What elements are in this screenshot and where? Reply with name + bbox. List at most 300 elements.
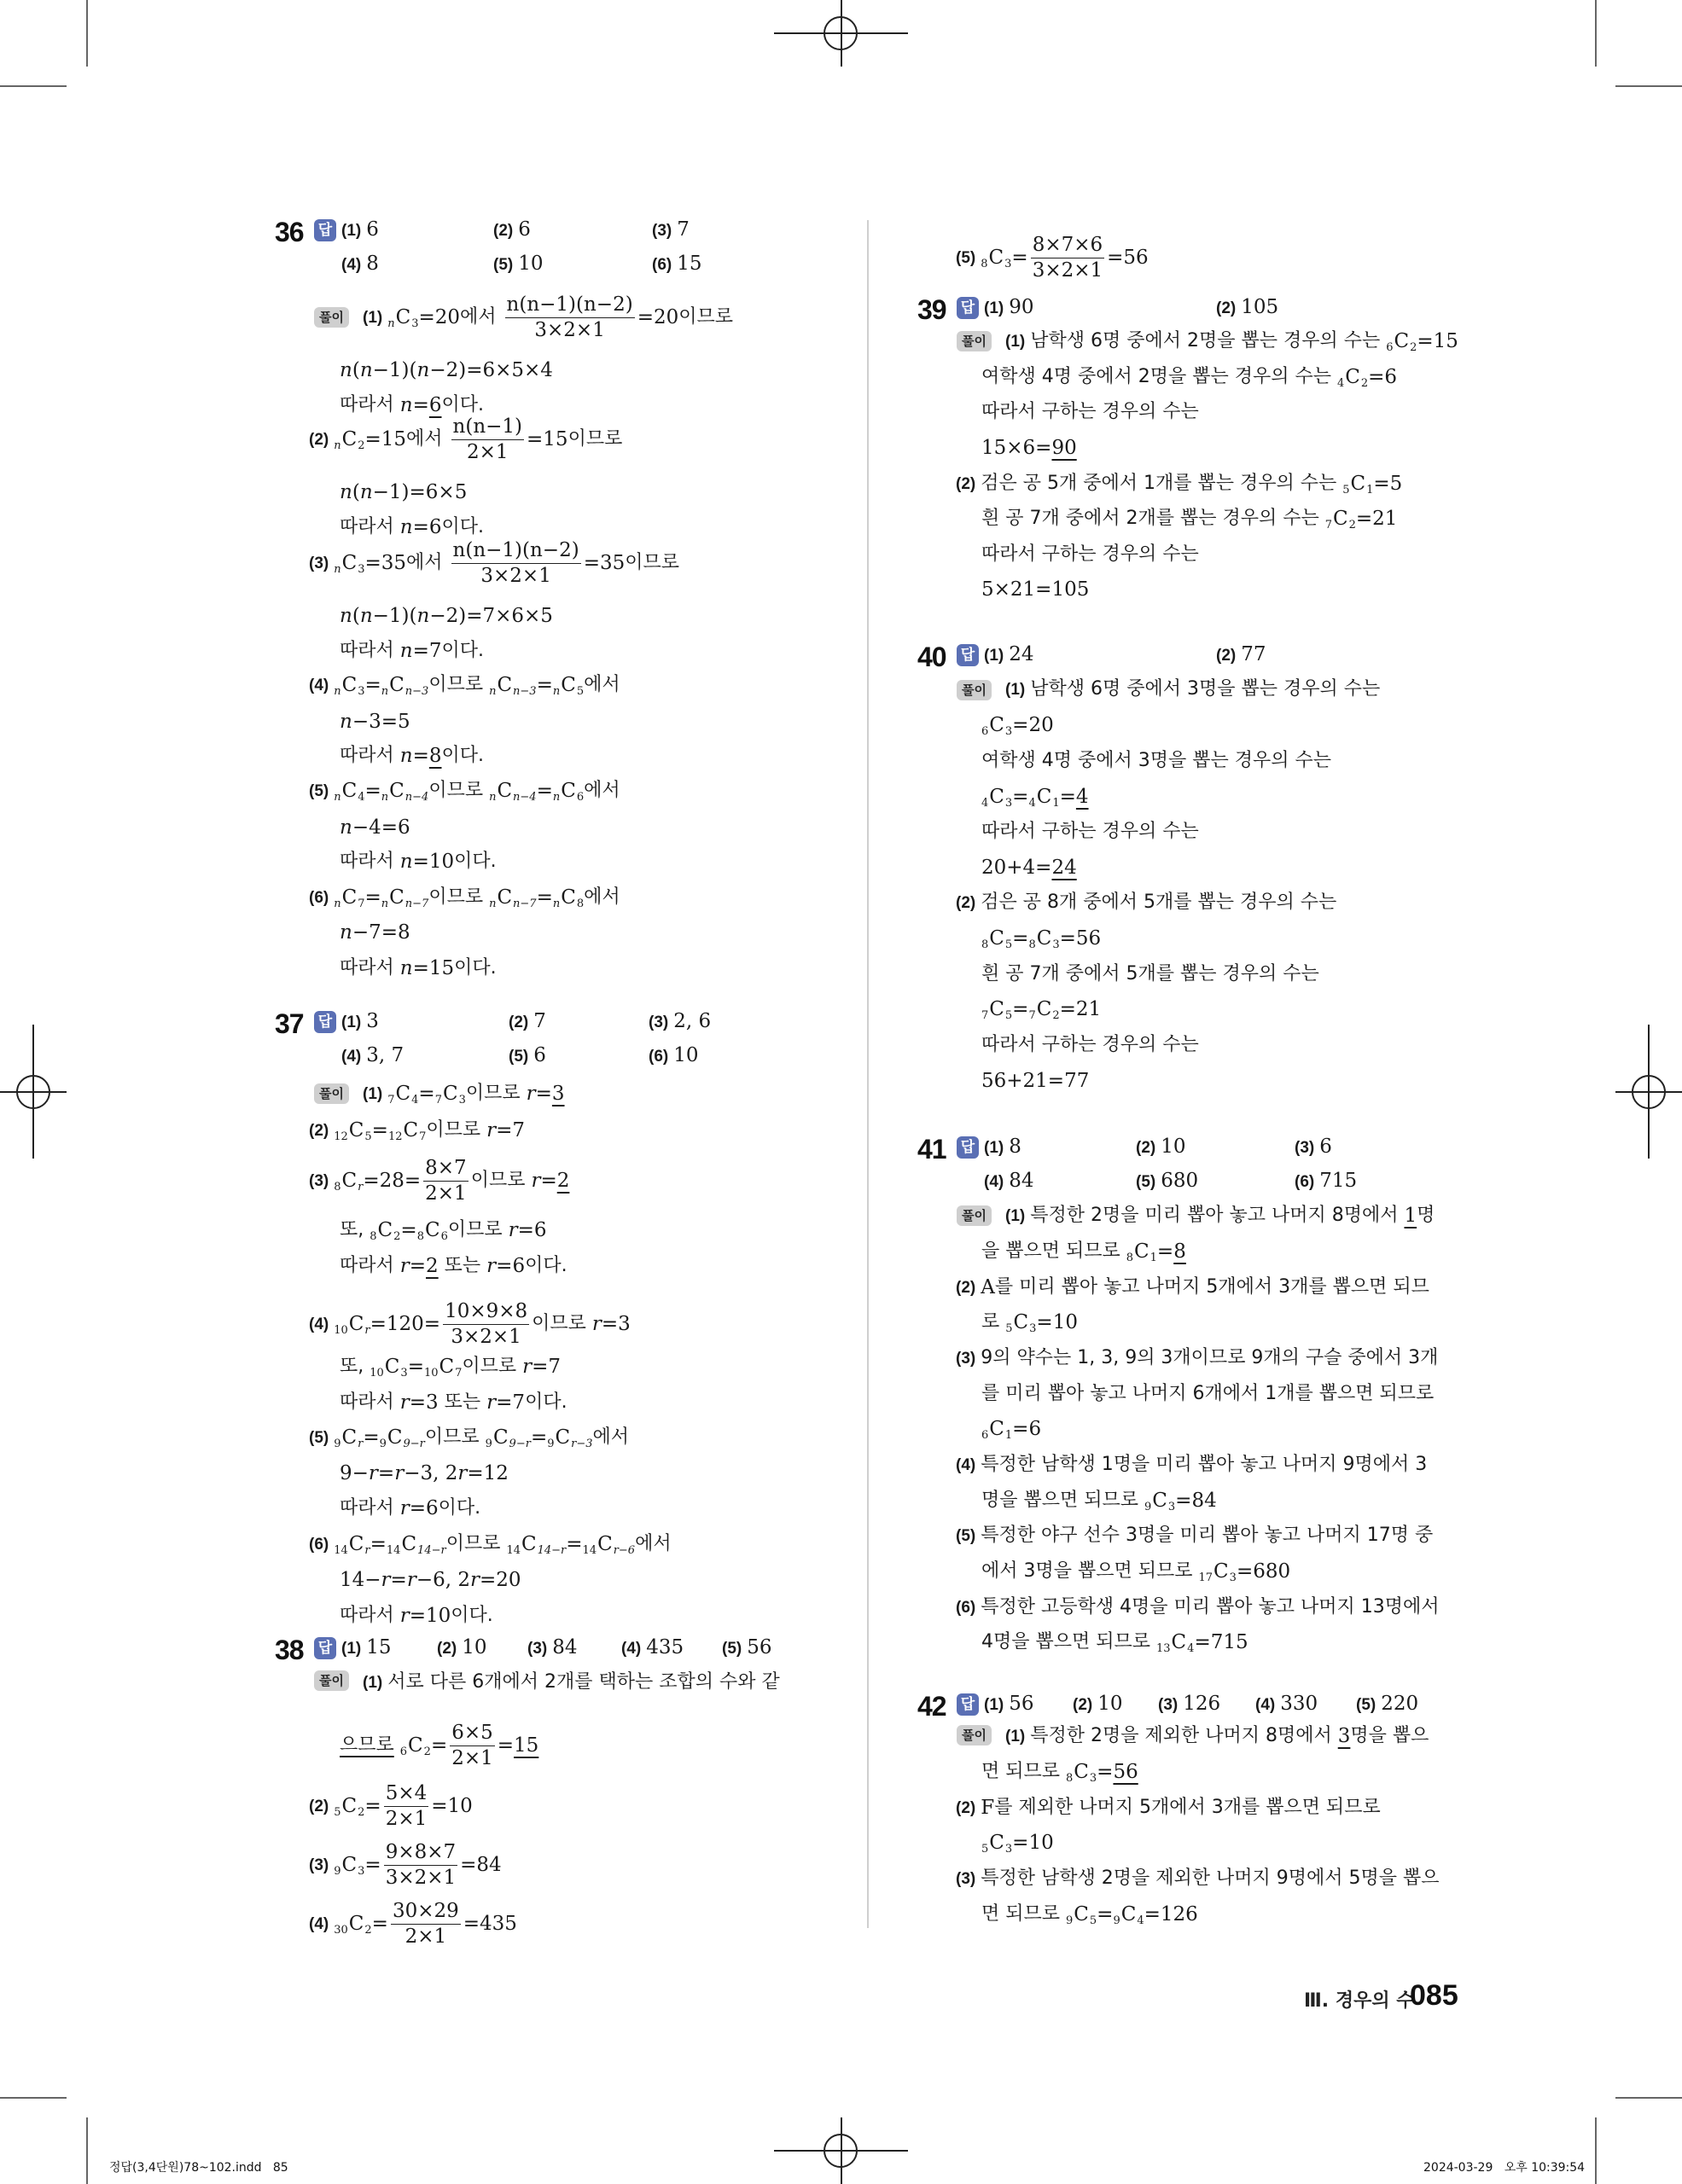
math-variable: n [340, 710, 352, 733]
math-text: C [1134, 1240, 1149, 1263]
subscript: 3 [1004, 257, 1012, 270]
answer-item [1158, 1694, 1220, 1714]
math-variable: r [381, 1568, 391, 1591]
answer-item [341, 1638, 392, 1658]
sub-item-label: (2) [309, 430, 329, 449]
prescript: 12 [334, 1130, 348, 1143]
subscript: 7 [358, 897, 365, 910]
korean-text: 9의 약수는 1, 3, 9의 3개이므로 9개의 구슬 중에서 3개 [981, 1347, 1439, 1368]
answer-item [984, 1171, 1034, 1191]
math-variable: n [359, 604, 373, 627]
prescript: 14 [386, 1543, 401, 1557]
korean-text: 에서 [406, 428, 449, 450]
math-text: = [1059, 785, 1076, 808]
prescript: 8 [1028, 938, 1036, 951]
fraction-numerator: 8×7 [423, 1158, 469, 1181]
math-text: = [497, 1734, 515, 1757]
subscript: r−3 [571, 1437, 593, 1450]
subscript: 3 [1004, 724, 1013, 738]
korean-text: 이므로 [470, 1170, 532, 1191]
korean-text: 특정한 남학생 2명을 제외한 나머지 9명에서 5명을 뽑으 [981, 1867, 1440, 1889]
subscript: 5 [1004, 938, 1013, 951]
solution-line [981, 1554, 1290, 1589]
subscript: 7 [419, 1130, 427, 1143]
answer-item [1073, 1694, 1123, 1714]
fraction-numerator: 9×8×7 [384, 1842, 457, 1865]
math-text: C [492, 1426, 509, 1449]
answer-label: (1) [984, 647, 1004, 665]
answer-label: (5) [493, 256, 514, 274]
prescript: n [552, 897, 561, 910]
subscript: 3 [358, 684, 365, 698]
subscript: 2 [358, 1805, 365, 1819]
korean-text: 여학생 4명 중에서 2명을 뽑는 경우의 수는 [981, 366, 1337, 387]
math-variable: r [399, 1391, 410, 1414]
answer-item [984, 1694, 1034, 1714]
solution-line [956, 1448, 1427, 1482]
answer-item [341, 254, 379, 274]
math-text: C [561, 779, 576, 802]
korean-text: 남학생 6명 중에서 3명을 뽑는 경우의 수는 [1030, 678, 1381, 700]
subscript: 3 [1229, 1571, 1237, 1584]
korean-text: 따라서 [340, 640, 400, 661]
file-slug: 정답(3,4단원)78~102.indd 85 [109, 2161, 288, 2175]
math-text: C [1152, 1489, 1167, 1512]
korean-text: 이므로 [532, 1313, 592, 1334]
korean-text: 이다. [438, 1497, 481, 1519]
korean-text: 이므로 [678, 306, 734, 328]
solution-line [340, 845, 497, 879]
solution-line [981, 708, 1054, 742]
problem-number: 38 [275, 1635, 304, 1665]
solution-badge: 풀이 [957, 680, 992, 700]
math-text: C [387, 1426, 403, 1449]
answer-value: 56 [1009, 1693, 1034, 1715]
korean-text: 를 미리 뽑아 놓고 나머지 6개에서 1개를 뽑으면 되므로 [981, 1383, 1435, 1404]
crop-mark-top-right-v [1595, 0, 1597, 67]
problem-number: 39 [917, 294, 946, 325]
subscript: 5 [364, 1130, 372, 1143]
sub-item-label: (4) [309, 1315, 329, 1333]
page-number: 085 [1410, 1979, 1458, 2012]
math-text: =35 [364, 551, 407, 574]
problem-number: 42 [917, 1691, 946, 1722]
math-text: A [981, 1275, 995, 1298]
answer-value: 6 [533, 1044, 546, 1066]
prescript: n [381, 897, 389, 910]
sub-item-label: (6) [309, 1535, 329, 1554]
subscript: 3 [458, 1093, 466, 1107]
math-text: =6 [517, 1218, 547, 1241]
answer-badge: 답 [314, 1637, 336, 1659]
subscript: 1 [1149, 1251, 1157, 1264]
solution-line [309, 1113, 525, 1147]
math-text: =84 [460, 1853, 502, 1876]
solution-line [981, 537, 1199, 572]
answer-value: 90 [1009, 296, 1034, 318]
solution-line [340, 1350, 561, 1384]
subscript: 1 [1052, 796, 1060, 810]
math-text: = [400, 1218, 417, 1241]
fraction-denominator: 3×2×1 [451, 1325, 521, 1348]
math-text: C [341, 1794, 358, 1817]
math-text: C [341, 673, 358, 696]
answer-label: (5) [509, 1048, 529, 1066]
korean-text: 에서 [635, 1533, 672, 1554]
solution-line [956, 886, 1336, 920]
math-text: C [497, 673, 513, 696]
korean-text: 서로 다른 6개에서 2개를 택하는 조합의 수와 같 [387, 1671, 780, 1693]
answer-value: 126 [1183, 1693, 1221, 1715]
solution-line [956, 1791, 1381, 1825]
korean-text: 특정한 야구 선수 3명을 미리 뽑아 놓고 나머지 17명 중 [981, 1525, 1434, 1546]
math-text: =126 [1144, 1902, 1198, 1926]
solution-line [340, 705, 410, 739]
answer-label: (2) [493, 222, 514, 240]
fraction [391, 1901, 461, 1946]
answer-label: (3) [649, 1014, 669, 1031]
answer-value: 77 [1241, 643, 1266, 665]
math-text: = [370, 1532, 387, 1555]
prescript: 7 [434, 1093, 442, 1107]
math-text: C [341, 551, 358, 574]
subscript: 3 [358, 562, 365, 576]
math-text: 20+4= [981, 856, 1052, 879]
answer-label: (6) [649, 1048, 669, 1066]
korean-text: 을 뽑으면 되므로 [981, 1240, 1126, 1262]
solution-line [981, 1826, 1054, 1860]
prescript: 6 [981, 724, 989, 738]
math-text: C [561, 673, 576, 696]
math-text: =21 [1059, 997, 1102, 1020]
answer-value: 15 [677, 253, 702, 275]
solution-line [956, 1341, 1438, 1375]
subscript: 1 [1004, 1428, 1013, 1442]
solution-line [981, 957, 1319, 991]
subscript: 3 [411, 317, 419, 330]
print-timestamp: 2024-03-29 오후 10:39:54 [1423, 2161, 1586, 2175]
subscript: 5 [576, 684, 585, 698]
solution-line [981, 502, 1397, 536]
crop-mark-top-left-h [0, 85, 67, 87]
answer-label: (1) [341, 1014, 362, 1031]
answer-value: 680 [1161, 1170, 1199, 1192]
math-text: C [384, 1355, 400, 1378]
math-text: C [439, 1355, 455, 1378]
prescript: 7 [1324, 518, 1333, 531]
math-variable: r [399, 1496, 410, 1519]
math-text: = [1097, 1902, 1114, 1926]
fraction [451, 416, 524, 462]
solution-badge: 풀이 [957, 1205, 992, 1226]
solution-line [981, 1064, 1089, 1098]
korean-text: 이다. [441, 640, 484, 661]
korean-text: 이므로 [447, 1219, 509, 1240]
answer-label: (2) [1073, 1696, 1093, 1714]
subscript: 4 [1187, 1641, 1195, 1655]
prescript: 7 [981, 1008, 989, 1022]
korean-text: 따라서 구하는 경우의 수는 [981, 821, 1199, 842]
math-text: −1)=6×5 [372, 480, 468, 503]
prescript: 8 [981, 938, 989, 951]
sub-item-label: (6) [309, 888, 329, 907]
math-text: = [364, 886, 381, 909]
math-text: = [1012, 997, 1029, 1020]
math-text: = [407, 1355, 424, 1378]
solution-line [309, 1152, 569, 1210]
fraction [505, 294, 635, 340]
answer-badge: 답 [314, 219, 336, 241]
answer-item [1295, 1171, 1357, 1191]
math-text: C [341, 1853, 358, 1876]
fraction-denominator: 2×1 [385, 1807, 428, 1830]
prescript: 10 [370, 1366, 384, 1380]
prescript: 9 [379, 1437, 387, 1450]
prescript: 10 [334, 1323, 348, 1337]
math-text: =120= [370, 1312, 441, 1335]
math-text: = [412, 744, 429, 767]
prescript: 6 [399, 1745, 408, 1758]
math-variable: r [486, 1118, 497, 1141]
korean-text: 따라서 [340, 745, 400, 766]
fraction-numerator: 30×29 [391, 1901, 461, 1924]
subscript: 14−r [537, 1543, 567, 1557]
math-variable: r [486, 1254, 497, 1277]
prescript: n [489, 897, 497, 910]
sub-item-label: (1) [1005, 332, 1026, 351]
fraction [443, 1301, 529, 1346]
fraction-denominator: 2×1 [451, 1746, 493, 1769]
math-text: C [561, 886, 576, 909]
solution-line [981, 1755, 1138, 1789]
underlined-text: 으므로 [340, 1734, 394, 1756]
solution-line [309, 1895, 517, 1953]
math-variable: r [591, 1312, 602, 1335]
subscript: n−3 [513, 684, 537, 698]
korean-text: 이다. [525, 1255, 567, 1276]
math-text: C [348, 1312, 364, 1335]
math-text: = [1012, 785, 1029, 808]
underlined-answer: 8 [1173, 1240, 1186, 1263]
solution-line [956, 1270, 1429, 1304]
math-text: C [555, 1426, 571, 1449]
math-text: C [341, 427, 358, 450]
solution-line [340, 599, 553, 633]
math-variable: r [522, 1355, 533, 1378]
answer-value: 6 [1319, 1136, 1332, 1158]
answer-label: (2) [1216, 647, 1237, 665]
answer-label: (5) [1136, 1173, 1156, 1191]
answer-value: 84 [552, 1636, 578, 1658]
answer-value: 6 [366, 218, 379, 241]
subscript: n−4 [404, 790, 429, 804]
sub-item-label: (5) [309, 1428, 329, 1447]
answer-item [652, 220, 690, 240]
answer-value: 7 [533, 1010, 546, 1032]
solution-line [340, 1599, 493, 1633]
underlined-answer: 3 [551, 1082, 565, 1105]
underlined-answer: 15 [514, 1734, 539, 1757]
underlined-answer: 6 [428, 393, 442, 416]
fraction [384, 1842, 457, 1887]
math-text: C [1171, 1630, 1187, 1653]
answer-value: 3 [366, 1010, 379, 1032]
sub-item-label: (3) [309, 1856, 329, 1874]
subscript: r [358, 1437, 364, 1450]
subscript: 9−r [403, 1437, 425, 1450]
math-variable: n [399, 515, 413, 538]
answer-label: (3) [1295, 1139, 1315, 1157]
math-text: = [363, 1426, 380, 1449]
math-text: C [395, 305, 411, 328]
korean-text: 남학생 6명 중에서 2명을 뽑는 경우의 수는 [1030, 330, 1387, 351]
underlined-answer: 4 [1075, 785, 1089, 808]
answer-item [722, 1638, 772, 1658]
crop-mark-top-right-h [1615, 85, 1682, 87]
korean-text: 를 제외한 나머지 5개에서 3개를 뽑으면 되므로 [994, 1797, 1381, 1818]
solution-line [981, 992, 1101, 1026]
sub-item-label: (3) [956, 1869, 976, 1888]
math-text: 9− [340, 1461, 369, 1484]
solution-badge: 풀이 [314, 1083, 349, 1104]
answer-label: (2) [509, 1014, 529, 1031]
solution-line [309, 1295, 631, 1353]
math-text: C [341, 1169, 358, 1192]
solution-line [981, 1305, 1078, 1339]
chapter-label: Ⅲ. 경우의 수 [1304, 1990, 1415, 2012]
solution-line [309, 1836, 502, 1894]
math-text: =20 [637, 305, 679, 328]
answer-value: 105 [1241, 296, 1279, 318]
korean-text: 이므로 [567, 428, 623, 450]
answer-badge: 답 [957, 644, 979, 666]
prescript: 13 [1156, 1641, 1171, 1655]
subscript: n−3 [404, 684, 429, 698]
math-text: = [364, 673, 381, 696]
korean-text: 여학생 4명 중에서 3명을 뽑는 경우의 수는 [981, 750, 1331, 771]
math-text: C [1213, 1560, 1229, 1583]
korean-text: 흰 공 7개 중에서 2개를 뽑는 경우의 수는 [981, 508, 1325, 529]
math-text: C [341, 779, 358, 802]
answer-badge: 답 [957, 1136, 979, 1159]
fraction-denominator: 3×2×1 [534, 318, 605, 341]
math-text: =715 [1194, 1630, 1248, 1653]
solution-line [340, 739, 484, 773]
math-variable: r [399, 1254, 410, 1277]
math-text: 5×21=105 [981, 578, 1090, 601]
solution-line [1005, 324, 1458, 358]
math-text: C [1345, 365, 1360, 388]
math-text: = [364, 1794, 381, 1817]
korean-text: 면 되므로 [981, 1903, 1066, 1925]
math-text: = [536, 673, 553, 696]
subscript: 3 [400, 1366, 408, 1380]
math-variable: n [359, 480, 373, 503]
math-variable: n [416, 604, 430, 627]
fraction-denominator: 3×2×1 [480, 564, 551, 587]
solution-line [981, 851, 1077, 885]
math-text: = [530, 1426, 548, 1449]
math-text: = [364, 779, 381, 802]
math-text: C [989, 1831, 1004, 1854]
sub-item-label: (3) [956, 1349, 976, 1368]
korean-text: 이므로 [424, 1426, 486, 1448]
math-text: =20 [480, 1568, 521, 1591]
solution-line [956, 229, 1149, 287]
math-text: ( [352, 604, 360, 627]
math-text: C [408, 1734, 423, 1757]
math-text: C [497, 779, 513, 802]
prescript: 14 [506, 1543, 521, 1557]
math-text: =56 [1107, 246, 1149, 269]
answer-value: 6 [518, 218, 531, 241]
answer-item [984, 1137, 1021, 1157]
math-text: =7 [412, 639, 442, 662]
math-text: =84 [1175, 1489, 1217, 1512]
answer-label: (1) [341, 222, 362, 240]
answer-value: 715 [1319, 1170, 1358, 1192]
answer-badge: 답 [314, 1011, 336, 1033]
korean-text: 에서 [584, 674, 620, 695]
math-text: =20 [418, 305, 461, 328]
answer-label: (5) [1356, 1696, 1376, 1714]
math-variable: n [399, 850, 413, 873]
solution-line [981, 1897, 1198, 1931]
math-text: C [989, 785, 1004, 808]
answer-item [984, 298, 1034, 317]
prescript: n [552, 790, 561, 804]
sub-item-label: (1) [363, 1084, 383, 1103]
math-text: C [989, 926, 1004, 950]
solution-line [981, 360, 1397, 394]
korean-text: 따라서 구하는 경우의 수는 [981, 401, 1199, 422]
sub-item-label: (5) [956, 1526, 976, 1545]
math-variable: n [340, 816, 352, 839]
answer-value: 220 [1381, 1693, 1419, 1715]
underlined-answer: 2 [556, 1169, 570, 1192]
answer-item [1356, 1694, 1418, 1714]
math-variable: n [340, 480, 352, 503]
answer-value: 330 [1280, 1693, 1318, 1715]
math-variable: r [470, 1568, 480, 1591]
korean-text: 또, [340, 1219, 370, 1240]
solution-line [363, 288, 733, 346]
korean-text: 따라서 [340, 851, 400, 872]
korean-text: 에서 [584, 780, 620, 801]
math-text: = [371, 1118, 388, 1141]
sub-item-label: (2) [309, 1797, 329, 1815]
korean-text: 이다. [441, 516, 484, 537]
math-text: C [341, 1426, 358, 1449]
math-text: C [1036, 997, 1052, 1020]
math-variable: n [359, 358, 373, 381]
subscript: r [364, 1543, 370, 1557]
solution-line [981, 1234, 1186, 1269]
korean-text: 이므로 [465, 1083, 527, 1104]
solution-line [1005, 1199, 1435, 1233]
solution-line [340, 951, 497, 985]
math-text: C [401, 1532, 417, 1555]
subscript: r [364, 1323, 370, 1337]
solution-line [340, 1385, 567, 1420]
math-text: =12 [467, 1461, 509, 1484]
math-text: C [989, 1417, 1004, 1440]
answer-item [493, 254, 544, 274]
math-text: C [597, 1532, 613, 1555]
sub-item-label: (1) [363, 308, 383, 327]
math-text: = [409, 1254, 427, 1277]
math-text: C [1013, 1310, 1029, 1333]
